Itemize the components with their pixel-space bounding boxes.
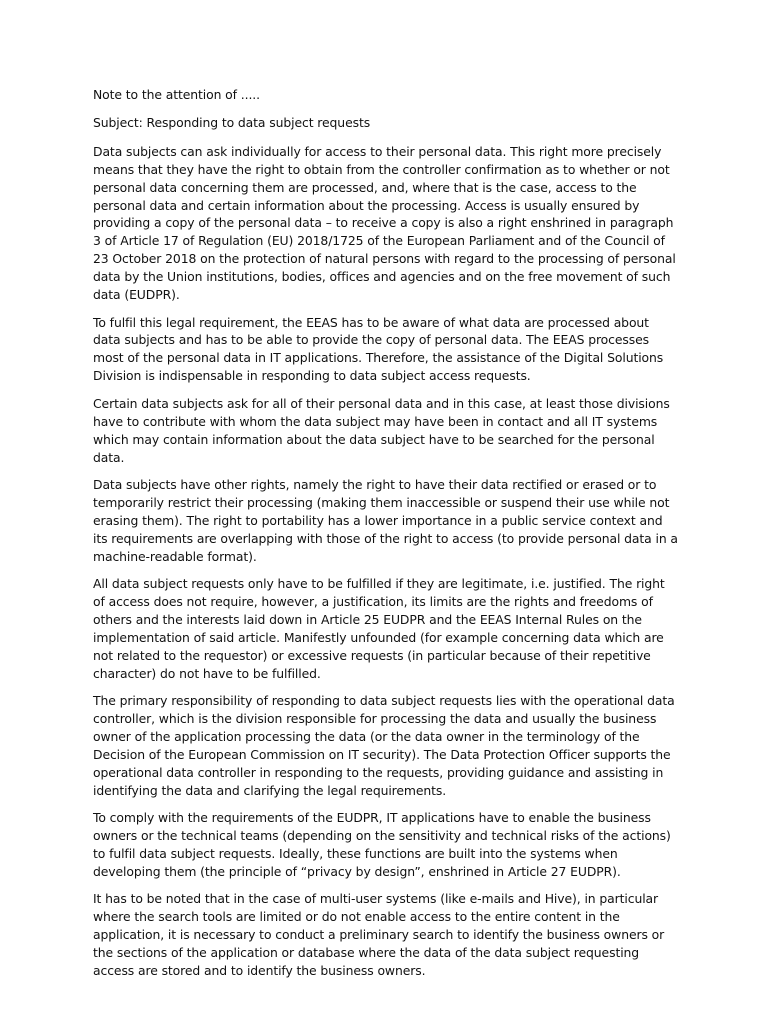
subject-line: Subject: Responding to data subject requests [93, 115, 371, 131]
note-line: Note to the attention of ..... [93, 87, 260, 102]
paragraph-legal-requirement: To fulfil this legal requirement, the EEAS has to be aware of what data are processed about data subjects and has to be able to provide the copy of personal data. The EEAS processes most of the personal data in IT applications. Therefore, the assistance of the Digital Solutions Division is indispensable in responding to data subject access requests. [93, 314, 664, 384]
paragraph-multi-user-systems: It has to be noted that in the case of multi-user systems (like e-mails and Hive), in particular where the search tools are limited or do not enable access to the entire content in the application, it is necessary to conduct a preliminary search to identify the business owners or the sections of the application or database where the data of the data subject requesting access are stored and to identify the business owners. [93, 891, 665, 979]
document-body [93, 86, 678, 990]
paragraph-legitimacy: All data subject requests only have to be fulfilled if they are legitimate, i.e. justified. The right of access does not require, however, a justification, its limits are the rights and freedoms of others and the interests laid down in Article 25 EUDPR and the EEAS Internal Rules on the implementation of said article. Manifestly unfounded (for example concerning data which are not related to the requestor) or excessive requests (in particular because of their repetitive character) do not have to be fulfilled. [93, 576, 665, 681]
paragraph-access-right: Data subjects can ask individually for access to their personal data. This right more precisely means that they have the right to obtain from the controller confirmation as to whether or not personal data concerning them are processed, and, where that is the case, access to the personal data and certain information about the processing. Access is usually ensured by providing a copy of the personal data – to receive a copy is also a right enshrined in paragraph 3 of Article 17 of Regulation (EU) 2018/1725 of the European Parliament and of the Council of 23 October 2018 on the protection of natural persons with regard to the processing of personal data by the Union institutions, bodies, offices and agencies and on the free movement of such data (EUDPR). [93, 143, 676, 303]
paragraph-primary-responsibility: The primary responsibility of responding to data subject requests lies with the operational data controller, which is the division responsible for processing the data and usually the business owner of the application processing the data (or the data owner in the terminology of the Decision of the European Commission on IT security). The Data Protection Officer supports the operational data controller in responding to the requests, providing guidance and assisting in identifying the data and clarifying the legal requirements. [93, 693, 675, 798]
paragraph-other-rights: Data subjects have other rights, namely the right to have their data rectified or erased or to temporarily restrict their processing (making them inaccessible or suspend their use while not erasing them). The right to portability has a lower importance in a public service context and its requirements are overlapping with those of the right to access (to provide personal data in a machine-readable format). [93, 477, 678, 564]
paragraph-it-requirements: To comply with the requirements of the EUDPR, IT applications have to enable the business owners or the technical teams (depending on the sensitivity and technical risks of the actions) to fulfil data subject requests. Ideally, these functions are built into the systems when developing them (the principle of “privacy by design”, enshrined in Article 27 EUDPR). [93, 810, 671, 879]
paragraph-all-data-requests: Certain data subjects ask for all of their personal data and in this case, at least those divisions have to contribute with whom the data subject may have been in contact and all IT systems which may contain information about the data subject have to be searched for the personal data. [93, 395, 670, 465]
